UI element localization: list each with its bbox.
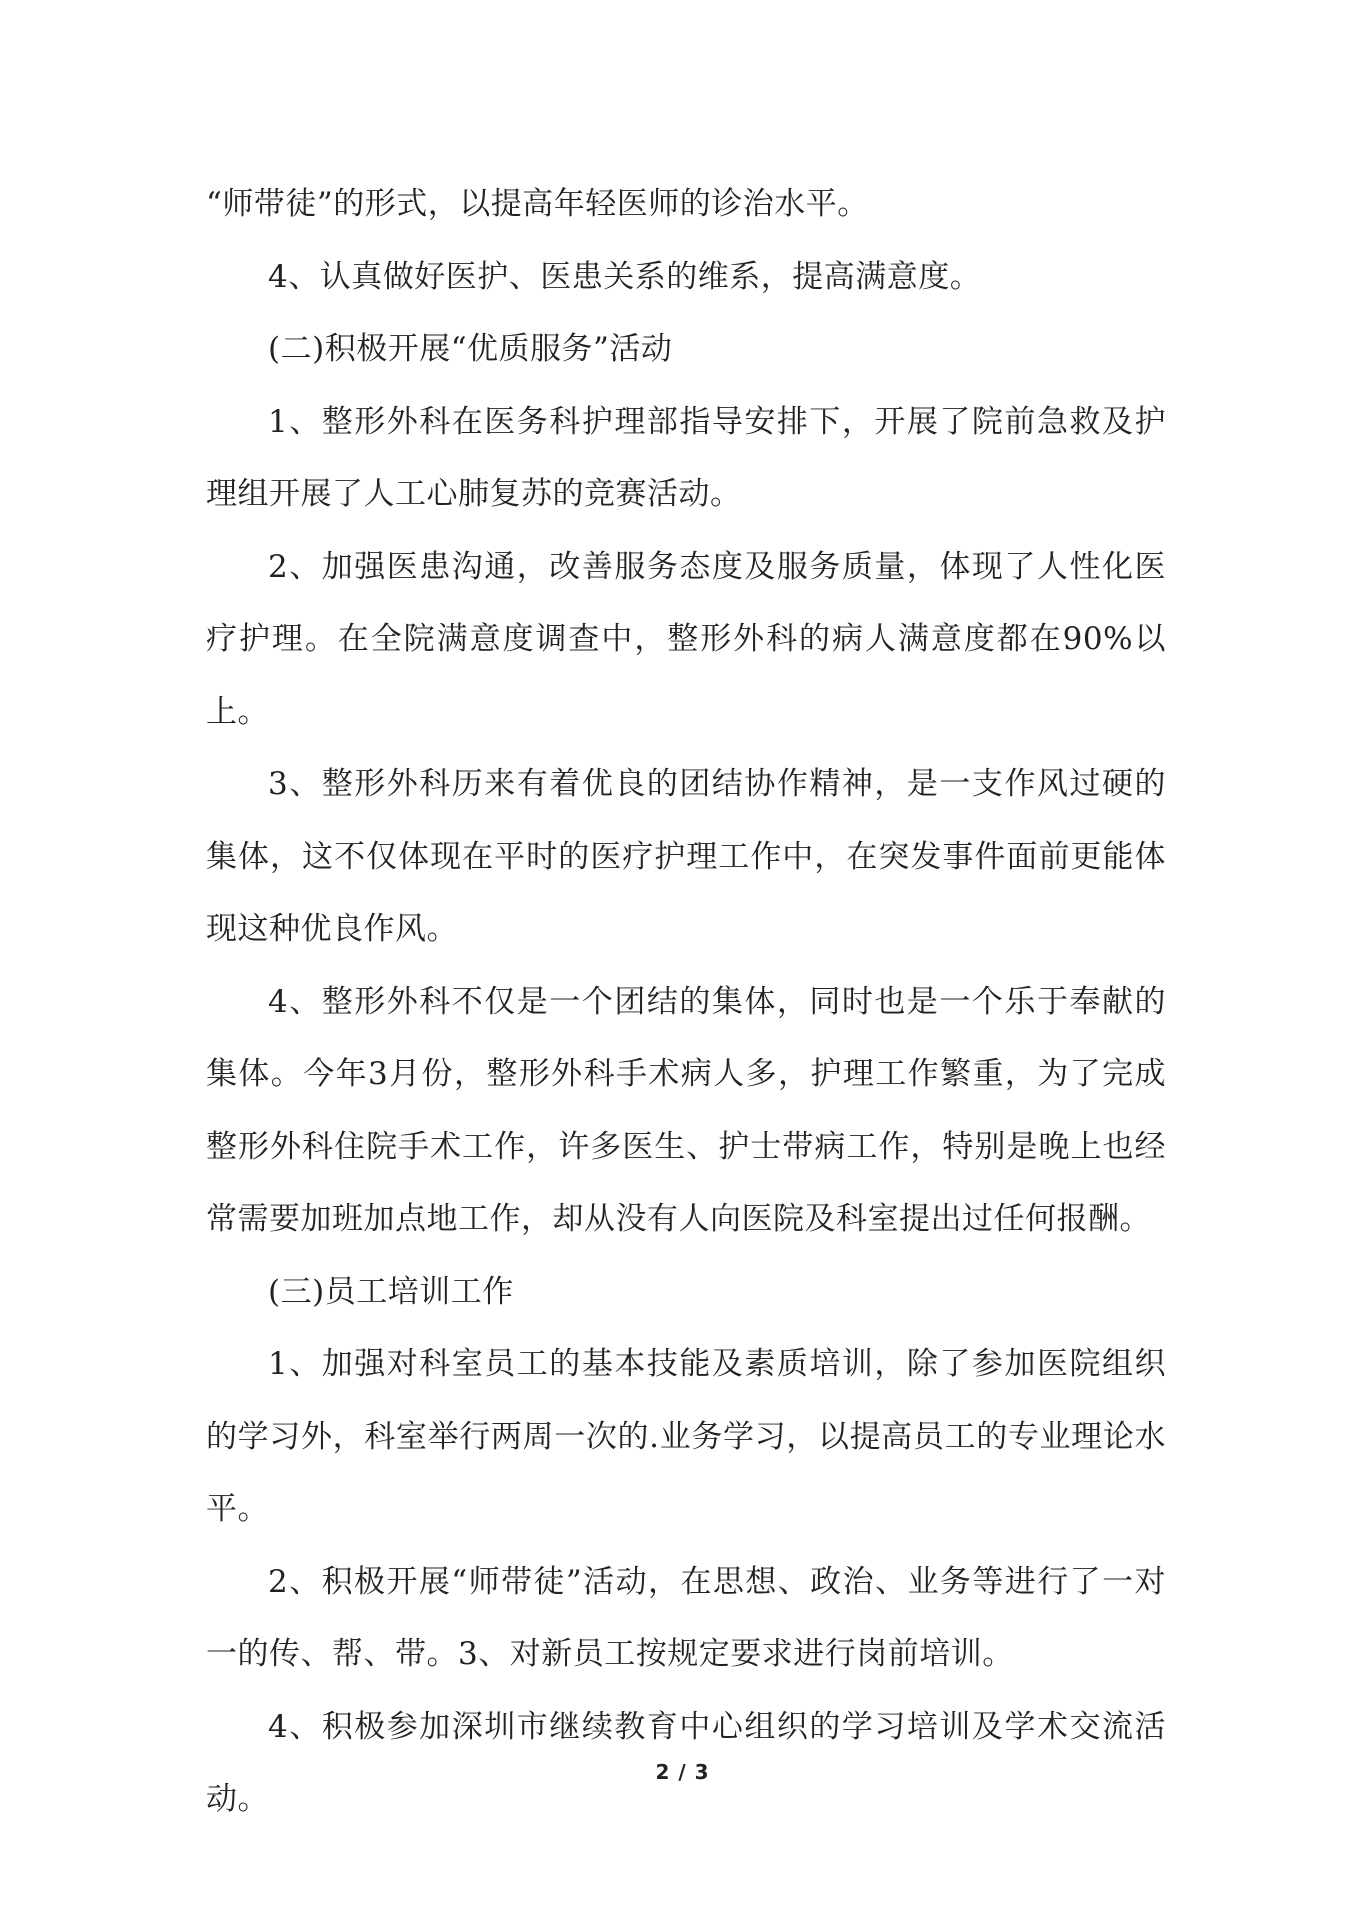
paragraph-item-1-training: 1、加强对科室员工的基本技能及素质培训，除了参加医院组织的学习外，科室举行两周一次的.业务学习，以提高员工的专业理论水平。 — [206, 1346, 1166, 1527]
paragraph-item-2-communication: 2、加强医患沟通，改善服务态度及服务质量，体现了人性化医疗护理。在全院满意度调查中，整形外科的病人满意度都在90%以上。 — [206, 548, 1166, 730]
section-heading-2: (二)积极开展“优质服务”活动 — [268, 331, 673, 367]
paragraph-item-1-first-aid: 1、整形外科在医务科护理部指导安排下，开展了院前急救及护理组开展了人工心肺复苏的竞赛活动。 — [206, 403, 1166, 512]
document-body — [206, 168, 1166, 1836]
paragraph-continued: “师带徒”的形式，以提高年轻医师的诊治水平。 — [206, 186, 869, 222]
paragraph-item-4-dedication: 4、整形外科不仅是一个团结的集体，同时也是一个乐于奉献的集体。今年3月份，整形外科手术病人多，护理工作繁重，为了完成整形外科住院手术工作，许多医生、护士带病工作，特别是晚上也经常需要加班加点地工作，却从没有人向医院及科室提出过任何报酬。 — [206, 983, 1166, 1237]
paragraph-item-3-teamwork: 3、整形外科历来有着优良的团结协作精神，是一支作风过硬的集体，这不仅体现在平时的医疗护理工作中，在突发事件面前更能体现这种优良作风。 — [206, 766, 1166, 947]
paragraph-item-2-mentoring: 2、积极开展“师带徒”活动，在思想、政治、业务等进行了一对一的传、帮、带。3、对新员工按规定要求进行岗前培训。 — [206, 1563, 1166, 1672]
paragraph-item-4-relations: 4、认真做好医护、医患关系的维系，提高满意度。 — [268, 258, 982, 295]
paragraph-item-4-education: 4、积极参加深圳市继续教育中心组织的学习培训及学术交流活动。 — [206, 1708, 1166, 1817]
section-heading-3: (三)员工培训工作 — [268, 1273, 514, 1310]
page-number: 2 / 3 — [655, 1760, 710, 1784]
